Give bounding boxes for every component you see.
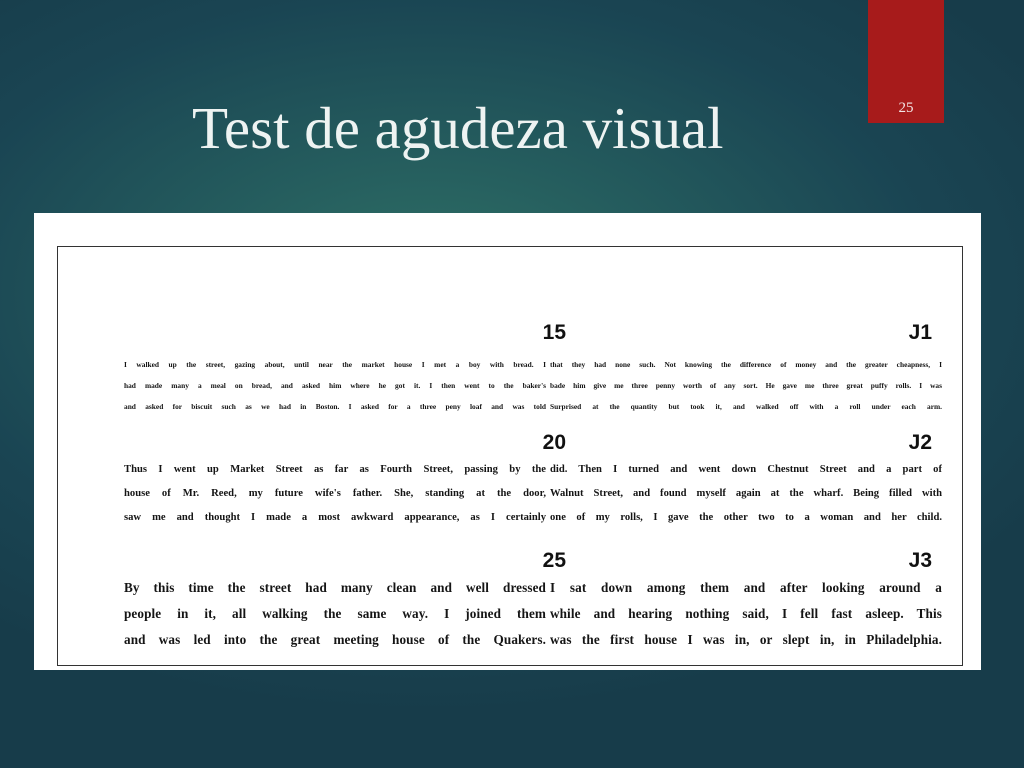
size-label: 25 (542, 549, 566, 572)
size-label: J3 (908, 549, 932, 572)
slide-title: Test de agudeza visual (192, 95, 724, 161)
text-line: people in it, all walking the same way. I joined them (124, 606, 546, 621)
page-number-tab (868, 0, 944, 123)
text-lines (550, 354, 942, 417)
chart-block-j3 (550, 549, 942, 659)
text-line: that they had none such. Not knowing the difference of money and the greater cheapness, I (550, 360, 942, 369)
text-line: Surprised at the quantity but took it, and walked off with a roll under each arm. (550, 402, 942, 411)
text-lines (550, 575, 942, 653)
text-lines (124, 354, 546, 417)
text-line: saw me and thought I made a most awkward appearance, as I certainly (124, 512, 546, 523)
size-label: 15 (542, 321, 566, 344)
text-line: did. Then I turned and went down Chestnut Street and a part of (550, 464, 942, 475)
chart-block-25 (124, 549, 566, 659)
text-line: had made many a meal on bread, and asked him where he got it. I then went to the baker's (124, 381, 546, 390)
text-line: one of my rolls, I gave the other two to a woman and her child. (550, 512, 942, 523)
chart-block-15 (124, 321, 566, 411)
text-line: Walnut Street, and found myself again at the wharf. Being filled with (550, 488, 942, 499)
text-line: By this time the street had many clean and well dressed (124, 580, 546, 595)
page-number: 25 (898, 100, 914, 116)
chart-block-j1 (550, 321, 942, 411)
text-line: house of Mr. Reed, my future wife's father. She, standing at the door, (124, 488, 546, 499)
text-lines (124, 458, 546, 530)
text-line: I sat down among them and after looking around a (550, 580, 942, 595)
text-line: and asked for biscuit such as we had in Boston. I asked for a three peny loaf and was told (124, 402, 546, 411)
chart-frame (57, 246, 963, 666)
size-label: J1 (908, 321, 932, 344)
text-line: bade him give me three penny worth of any sort. He gave me three great puffy rolls. I was (550, 381, 942, 390)
visual-acuity-chart (34, 213, 981, 670)
text-line: and was led into the great meeting house of the Quakers. (124, 632, 546, 647)
text-line: while and hearing nothing said, I fell fast asleep. This (550, 606, 942, 621)
text-line: was the first house I was in, or slept in, in Philadelphia. (550, 632, 942, 647)
text-line: I walked up the street, gazing about, until near the market house I met a boy with bread. I (124, 360, 546, 369)
chart-block-20 (124, 431, 566, 531)
chart-block-j2 (550, 431, 942, 531)
text-lines (550, 458, 942, 530)
text-lines (124, 575, 546, 653)
text-line: Thus I went up Market Street as far as Fourth Street, passing by the (124, 464, 546, 475)
size-label: J2 (908, 431, 932, 454)
size-label: 20 (542, 431, 566, 454)
